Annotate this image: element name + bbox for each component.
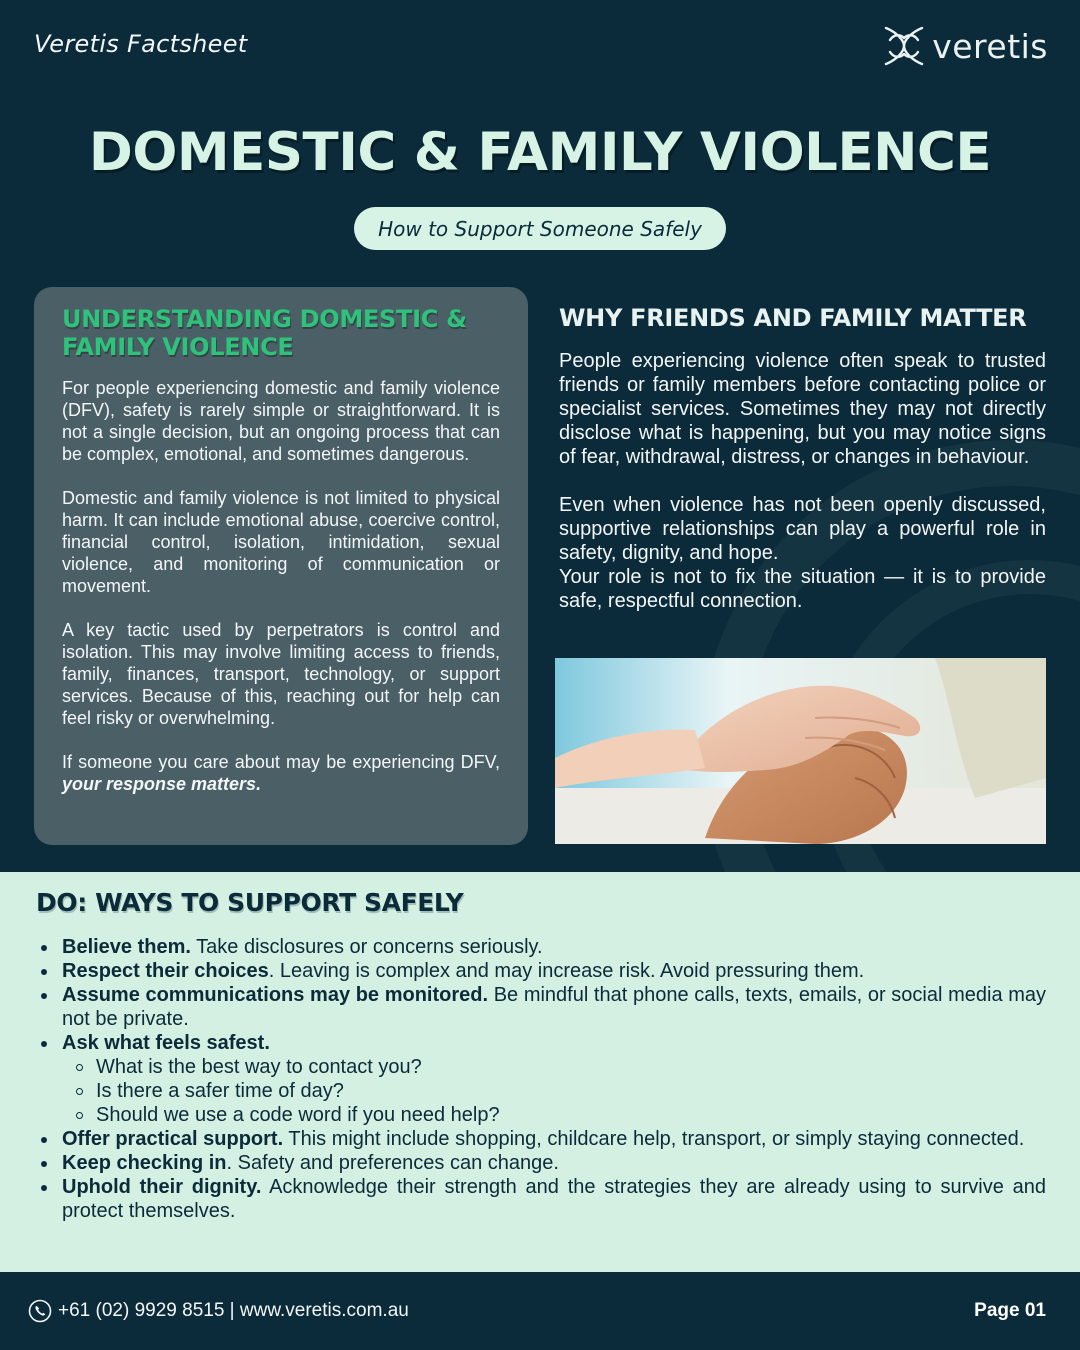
list-item: [36, 1175, 1046, 1223]
footer-contact[interactable]: [28, 1299, 409, 1323]
item-bold: Believe them.: [62, 936, 191, 958]
understanding-paragraph: Domestic and family violence is not limited to physical harm. It can include emotional abuse, coercive control, financial control, isolation, intimidation, sexual violence, and monitoring of communication or movement.: [62, 488, 500, 596]
why-paragraph: People experiencing violence often speak to trusted friends or family members before contacting police or specialist services. Sometimes they may not directly disclose what is happening, but you may notice signs of fear, withdrawal, distress, or changes in behaviour.: [559, 350, 1046, 468]
item-text: Be mindful that phone calls, texts, emails, or social media may not be private.: [62, 984, 1047, 1030]
understanding-closing: [62, 751, 500, 795]
list-item: [36, 1151, 1046, 1175]
factsheet-label: Veretis Factsheet: [34, 30, 248, 58]
item-bold: Offer practical support.: [62, 1128, 284, 1150]
understanding-paragraph: A key tactic used by perpetrators is control and isolation. This may involve limiting access to friends, family, finances, transport, technology, or support services. Because of this, reaching out for help can feel risky or overwhelming.: [62, 620, 500, 728]
understanding-paragraph: For people experiencing domestic and family violence (DFV), safety is rarely simple or straightforward. It is not a single decision, but an ongoing process that can be complex, emotional, and sometimes dangerous.: [62, 378, 500, 464]
hands-holding-illustration: [555, 658, 1046, 844]
sub-list-item: Should we use a code word if you need help?: [62, 1103, 1046, 1127]
sub-list-item: What is the best way to contact you?: [62, 1055, 1046, 1079]
item-bold: Uphold their dignity.: [62, 1176, 262, 1198]
logo-wordmark: veretis: [932, 26, 1048, 66]
why-paragraph: Your role is not to fix the situation — it is to provide safe, respectful connection.: [559, 566, 1046, 612]
do-title: DO: WAYS TO SUPPORT SAFELY: [36, 888, 464, 917]
subtitle-pill: How to Support Someone Safely: [354, 207, 726, 250]
page-number: Page 01: [974, 1300, 1046, 1321]
item-text: Take disclosures or concerns seriously.: [190, 936, 543, 958]
phone-icon: [28, 1299, 52, 1323]
hands-holding-photo: [555, 658, 1046, 844]
veretis-leaf-logo-icon: [882, 24, 926, 68]
item-bold: Assume communications may be monitored.: [62, 984, 489, 1006]
do-list: [36, 935, 1046, 1223]
item-bold: Respect their choices: [62, 960, 269, 982]
footer: [0, 1272, 1080, 1350]
item-text: Acknowledge their strength and the strategies they are already using to survive and protect themselves.: [62, 1176, 1046, 1222]
list-item: [36, 983, 1046, 1031]
closing-lead: If someone you care about may be experiencing DFV,: [62, 752, 500, 772]
footer-contact-text: +61 (02) 9929 8515 | www.veretis.com.au: [58, 1300, 409, 1321]
closing-emphasis: your response matters.: [62, 774, 262, 794]
understanding-body: [62, 377, 500, 795]
item-text: . Safety and preferences can change.: [226, 1152, 559, 1174]
sub-list-item: Is there a safer time of day?: [62, 1079, 1046, 1103]
item-bold: Ask what feels safest.: [62, 1032, 270, 1054]
list-item: [36, 1031, 1046, 1127]
item-bold: Keep checking in: [62, 1152, 227, 1174]
understanding-title: UNDERSTANDING DOMESTIC & FAMILY VIOLENCE: [62, 305, 467, 361]
why-title: WHY FRIENDS AND FAMILY MATTER: [559, 304, 1027, 332]
veretis-logo[interactable]: [882, 22, 1048, 70]
list-item: [36, 935, 1046, 959]
list-item: [36, 1127, 1046, 1151]
item-text: This might include shopping, childcare help, transport, or simply staying connected.: [283, 1128, 1025, 1150]
sub-list: [62, 1055, 1046, 1127]
do-section: [0, 872, 1080, 1272]
understanding-card: [34, 287, 528, 845]
item-text: . Leaving is complex and may increase risk. Avoid pressuring them.: [268, 960, 865, 982]
page-title: DOMESTIC & FAMILY VIOLENCE: [88, 122, 992, 183]
why-paragraph: Even when violence has not been openly discussed, supportive relationships can play a powerful role in safety, dignity, and hope.: [559, 494, 1046, 564]
why-body: [559, 349, 1046, 613]
list-item: [36, 959, 1046, 983]
